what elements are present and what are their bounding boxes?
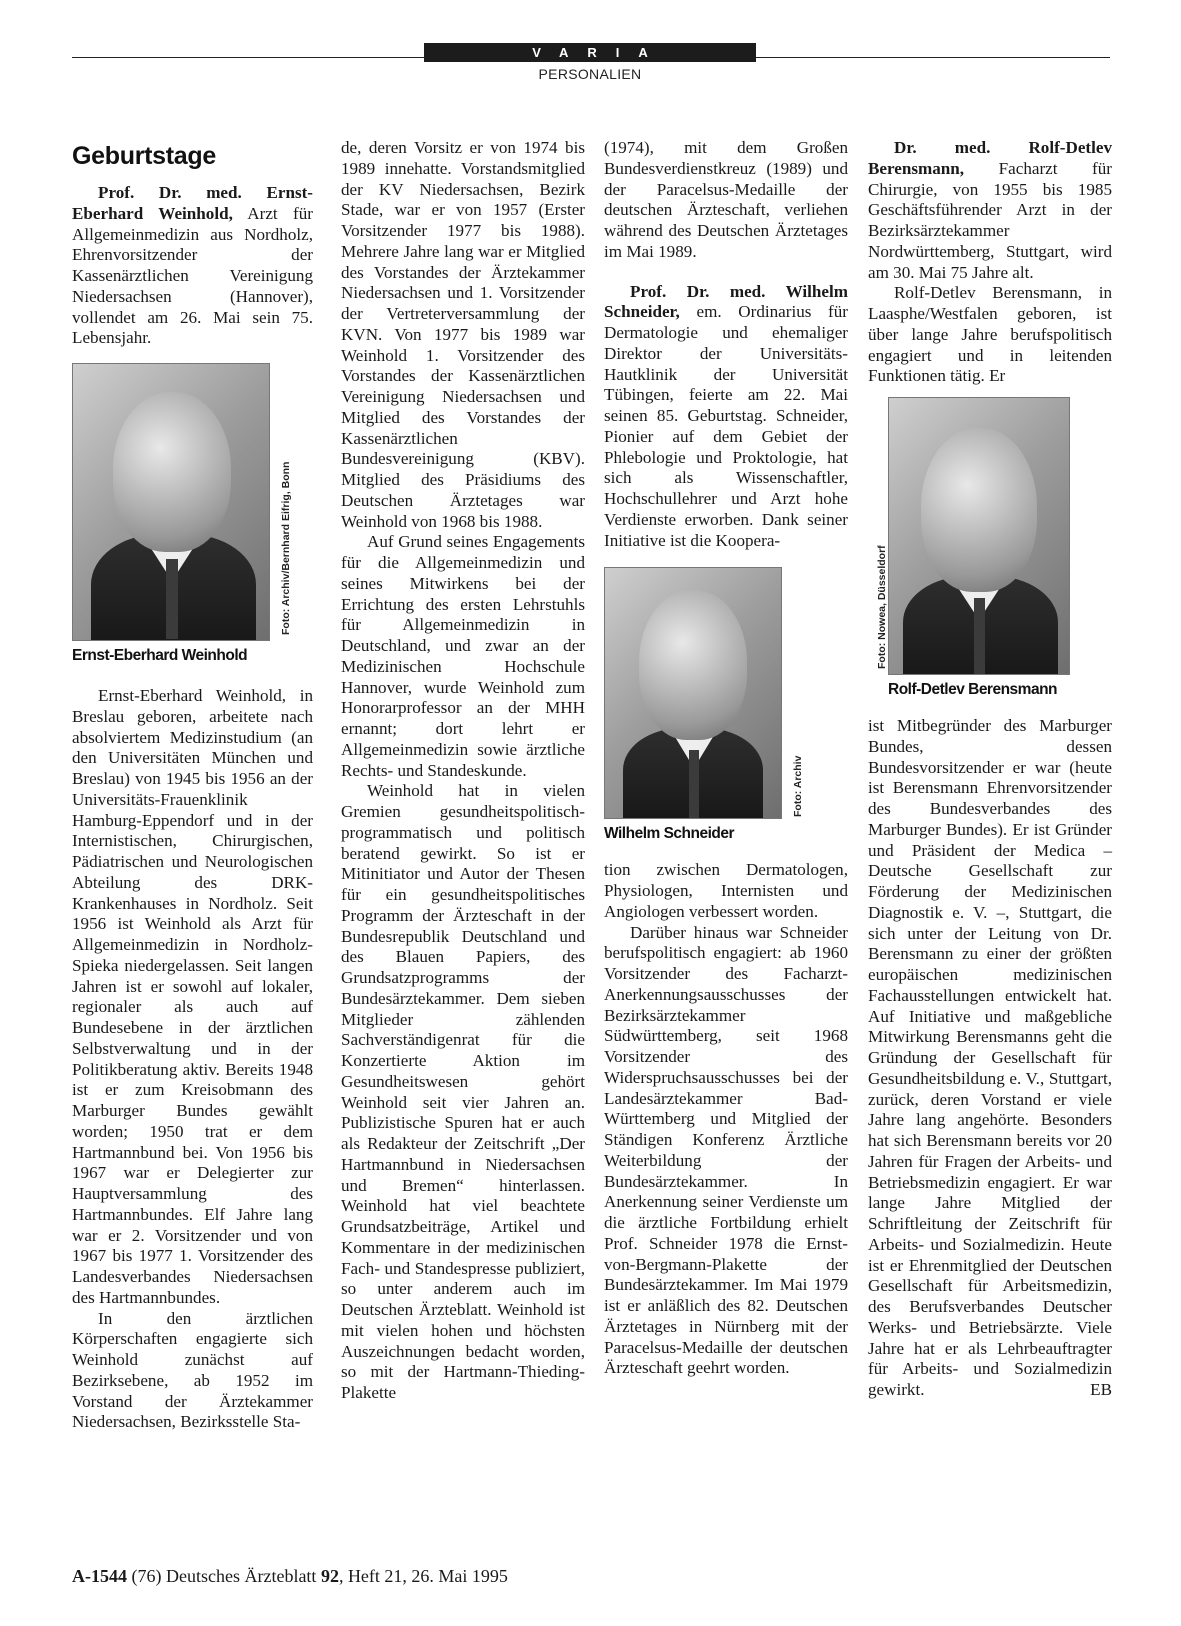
volume-number: 92: [320, 1566, 339, 1586]
paragraph: (1974), mit dem Großen Bundesverdienstkreuz (1989) und der Paracelsus-Medaille der deutschen Ärzteschaft, verliehen während des Deutschen Ärztetages im Mai 1989.: [604, 138, 848, 261]
column-1: [72, 138, 313, 1433]
page-number: A-1544: [72, 1566, 127, 1586]
paragraph-schneider-intro: [604, 282, 848, 552]
paragraph: [868, 716, 1112, 1401]
photo-berensmann: [876, 397, 1112, 700]
paragraph-weinhold-intro: [72, 183, 313, 349]
portrait-image-berensmann: [888, 397, 1070, 675]
intro-text: em. Ordinarius für Dermatologie und ehemaliger Direktor der Universitäts-Hautklinik der Universität Tübingen, feierte am 22. Mai seinen 85. Geburtstag. Schneider, Pionier auf dem Gebiet der Phlebologie und Proktologie, hat sich als Wissenschaftler, Hochschullehrer und Arzt hohe Verdienste erworben. Dank seiner Initiative ist die Koopera-: [604, 302, 848, 550]
portrait-image-schneider: [604, 567, 782, 819]
paragraph: Rolf-Detlev Berensmann, in Laasphe/Westfalen geboren, ist über lange Jahre berufspolitisch engagiert und in leitenden Funktionen tätig. Er: [868, 283, 1112, 386]
column-3: [604, 138, 848, 1379]
page-footer: [72, 1566, 508, 1587]
photo-schneider: [604, 567, 848, 844]
photo-credit-berensmann: Foto: Nowea, Düsseldorf: [876, 545, 888, 669]
photo-credit-schneider: Foto: Archiv: [792, 755, 804, 818]
section-label: VARIA: [424, 43, 756, 62]
paragraph: Ernst-Eberhard Weinhold, in Breslau geboren, arbeitete nach absolviertem Medizinstudium (an den Universitäten München und Breslau) von 1945 bis 1956 an der Universitäts-Frauenklinik Hamburg-Eppendorf und in der Internistischen, Chirurgischen, Pädiatrischen und Neurologischen Abteilung des DRK-Krankenhauses in Nordholz. Seit 1956 ist Weinhold als Arzt für Allgemeinmedizin in Nordholz-Spieka niedergelassen. Seit langen Jahren ist er sowohl auf lokaler, regionaler als auch auf Bundesebene in der ärztlichen Selbstverwaltung und in der Politikberatung aktiv. Bereits 1948 ist er zum Kreisobmann des Marburger Bundes gewählt worden; 1950 trat er dem Hartmannbund bei. Von 1956 bis 1967 war er Delegierter zur Hauptversammlung des Hartmannbundes. Elf Jahre lang war er 2. Vorsitzender und von 1967 bis 1977 1. Vorsitzender des Landesverbandes Niedersachsen des Hartmannbundes.: [72, 686, 313, 1307]
footer-text: (76) Deutsches Ärzteblatt: [127, 1566, 321, 1586]
paragraph: In den ärztlichen Körperschaften engagierte sich Weinhold zunächst auf Bezirksebene, ab 1952 im Vorstand der Ärztekammer Niedersachsen, Bezirksstelle Sta-: [72, 1308, 313, 1432]
paragraph-text: ist Mitbegründer des Marburger Bundes, dessen Bundesvorsitzender er war (heute ist Berensmann Ehrenvorsitzender des Bundesverbandes des Marburger Bundes). Er ist Gründer und Präsident der Medica – Deutsche Gesellschaft zur Förderung der Medizinischen Diagnostik e. V. –, Stuttgart, die sich unter der Leitung von Dr. Berensmann zu einer der größten europäischen medizinischen Fachausstellungen entwickelt hat. Auf Initiative und maßgebliche Mitwirkung Berensmanns geht die Gründung der Gesellschaft für Gesundheitsbildung e. V., Stuttgart, zurück, deren Vorstand er viele Jahre lang angehörte. Besonders hat sich Berensmann bereits vor 20 Jahren für Fragen der Arbeits- und Betriebsmedizin engagiert. Er war lange Jahre Mitglied der Schriftleitung der Zeitschrift für Arbeits- und Sozialmedizin. Heute ist er Ehrenmitglied der Deutschen Gesellschaft für Arbeitsmedizin, des Berufsverbandes Deutscher Werks- und Betriebsärzte. Viele Jahre hat er als Lehrbeauftragter für Arbeits- und Sozialmedizin gewirkt.: [868, 716, 1112, 1399]
footer-issue: , Heft 21, 26. Mai 1995: [338, 1566, 508, 1586]
photo-caption-schneider: Wilhelm Schneider: [604, 825, 735, 843]
paragraph-berensmann-intro: [868, 138, 1112, 283]
subsection-label: PERSONALIEN: [538, 66, 642, 82]
paragraph: Darüber hinaus war Schneider berufspolitisch engagiert: ab 1960 Vorsitzender des Facharzt-Anerkennungsausschusses der Bezirksärztekammer Südwürttemberg, seit 1968 Vorsitzender des Widerspruchsausschusses bei der Landesärztekammer Bad-Württemberg und Mitglied der Ständigen Konferenz Ärztliche Weiterbildung der Bundesärztekammer. In Anerkennung seiner Verdienste um die ärztliche Fortbildung erhielt Prof. Schneider 1978 die Ernst-von-Bergmann-Plakette der Bundesärztekammer. Im Mai 1979 ist er anläßlich des 82. Deutschen Ärztetages in Nürnberg mit der Paracelsus-Medaille der deutschen Ärzteschaft geehrt worden.: [604, 922, 848, 1378]
paragraph: de, deren Vorsitz er von 1974 bis 1989 innehatte. Vorstandsmitglied der KV Niedersachsen, Bezirk Stade, war er von 1957 (Erster Vorsitzender 1977 bis 1988). Mehrere Jahre lang war er Mitglied des Vorstandes der Ärztekammer Niedersachsen und 1. Vorsitzender der Vertreterversammlung der KVN. Von 1977 bis 1989 war Weinhold 1. Vorsitzender des Vorstandes der Kassenärztlichen Vereinigung Niedersachsen und Mitglied des Vorstandes der Kassenärztlichen Bundesvereinigung (KBV). Mitglied des Präsidiums des Deutschen Ärztetages war Weinhold von 1968 bis 1988.: [341, 138, 585, 531]
column-4: [868, 138, 1112, 1401]
author-signature: EB: [1090, 1380, 1112, 1399]
person-name-weinhold: Prof. Dr. med. Ernst-Eberhard Weinhold,: [72, 183, 313, 223]
paragraph: Weinhold hat in vielen Gremien gesundheitspolitisch-programmatisch und politisch beratend gewirkt. So ist er Mitinitiator und Autor der Thesen für ein gesundheitspolitisches Programm der Ärzteschaft in der Bundesrepublik Deutschland und des Blauen Papiers, des Grundsatzprogramms der Bundesärztekammer. Dem sieben Mitglieder zählenden Sachverständigenrat für die Konzertierte Aktion im Gesundheitswesen gehört Weinhold seit vier Jahren an. Publizistische Spuren hat er auch als Redakteur der Zeitschrift „Der Hartmannbund in Niedersachsen und Bremen“ hinterlassen. Weinhold hat viel beachtete Grundsatzbeiträge, Artikel und Kommentare in der medizinischen Fach- und Standespresse publiziert, so unter anderem auch im Deutschen Ärzteblatt. Weinhold ist mit vielen hohen und höchsten Auszeichnungen bedacht worden, so mit der Hartmann-Thieding-Plakette: [341, 781, 585, 1402]
photo-weinhold: [72, 363, 313, 666]
paragraph: Auf Grund seines Engagements für die Allgemeinmedizin und seines Mitwirkens bei der Errichtung des ersten Lehrstuhls für Allgemeinmedizin in Deutschland, und zwar an der Medizinischen Hochschule Hannover, wurde Weinhold zum Honorarprofessor an der MHH ernannt; dort lehrt er Allgemeinmedizin sowie ärztliche Rechts- und Standeskunde.: [341, 532, 585, 780]
photo-caption-weinhold: Ernst-Eberhard Weinhold: [72, 647, 248, 664]
photo-caption-berensmann: Rolf-Detlev Berensmann: [888, 681, 1058, 698]
portrait-image-weinhold: [72, 363, 270, 641]
person-name-berensmann: Dr. med. Rolf-Detlev Berensmann,: [868, 138, 1112, 178]
page-title: Geburtstage: [72, 142, 216, 170]
intro-text: Arzt für Allgemeinmedizin aus Nordholz, Ehrenvorsitzender der Kassenärztlichen Vereinigung Niedersachsen (Hannover), vollendet am 26. Mai sein 75. Lebensjahr.: [72, 203, 313, 348]
person-name-schneider: Prof. Dr. med. Wilhelm Schneider,: [604, 281, 848, 322]
intro-text: Facharzt für Chirurgie, von 1955 bis 1985 Geschäftsführender Arzt in der Bezirksärztekammer Nordwürttemberg, Stuttgart, wird am 30. Mai 75 Jahre alt.: [868, 158, 1112, 282]
column-2: [341, 138, 585, 1404]
paragraph: tion zwischen Dermatologen, Physiologen, Internisten und Angiologen verbessert worden.: [604, 860, 848, 921]
photo-credit-weinhold: Foto: Archiv/Bernhard Eifrig, Bonn: [280, 461, 292, 635]
